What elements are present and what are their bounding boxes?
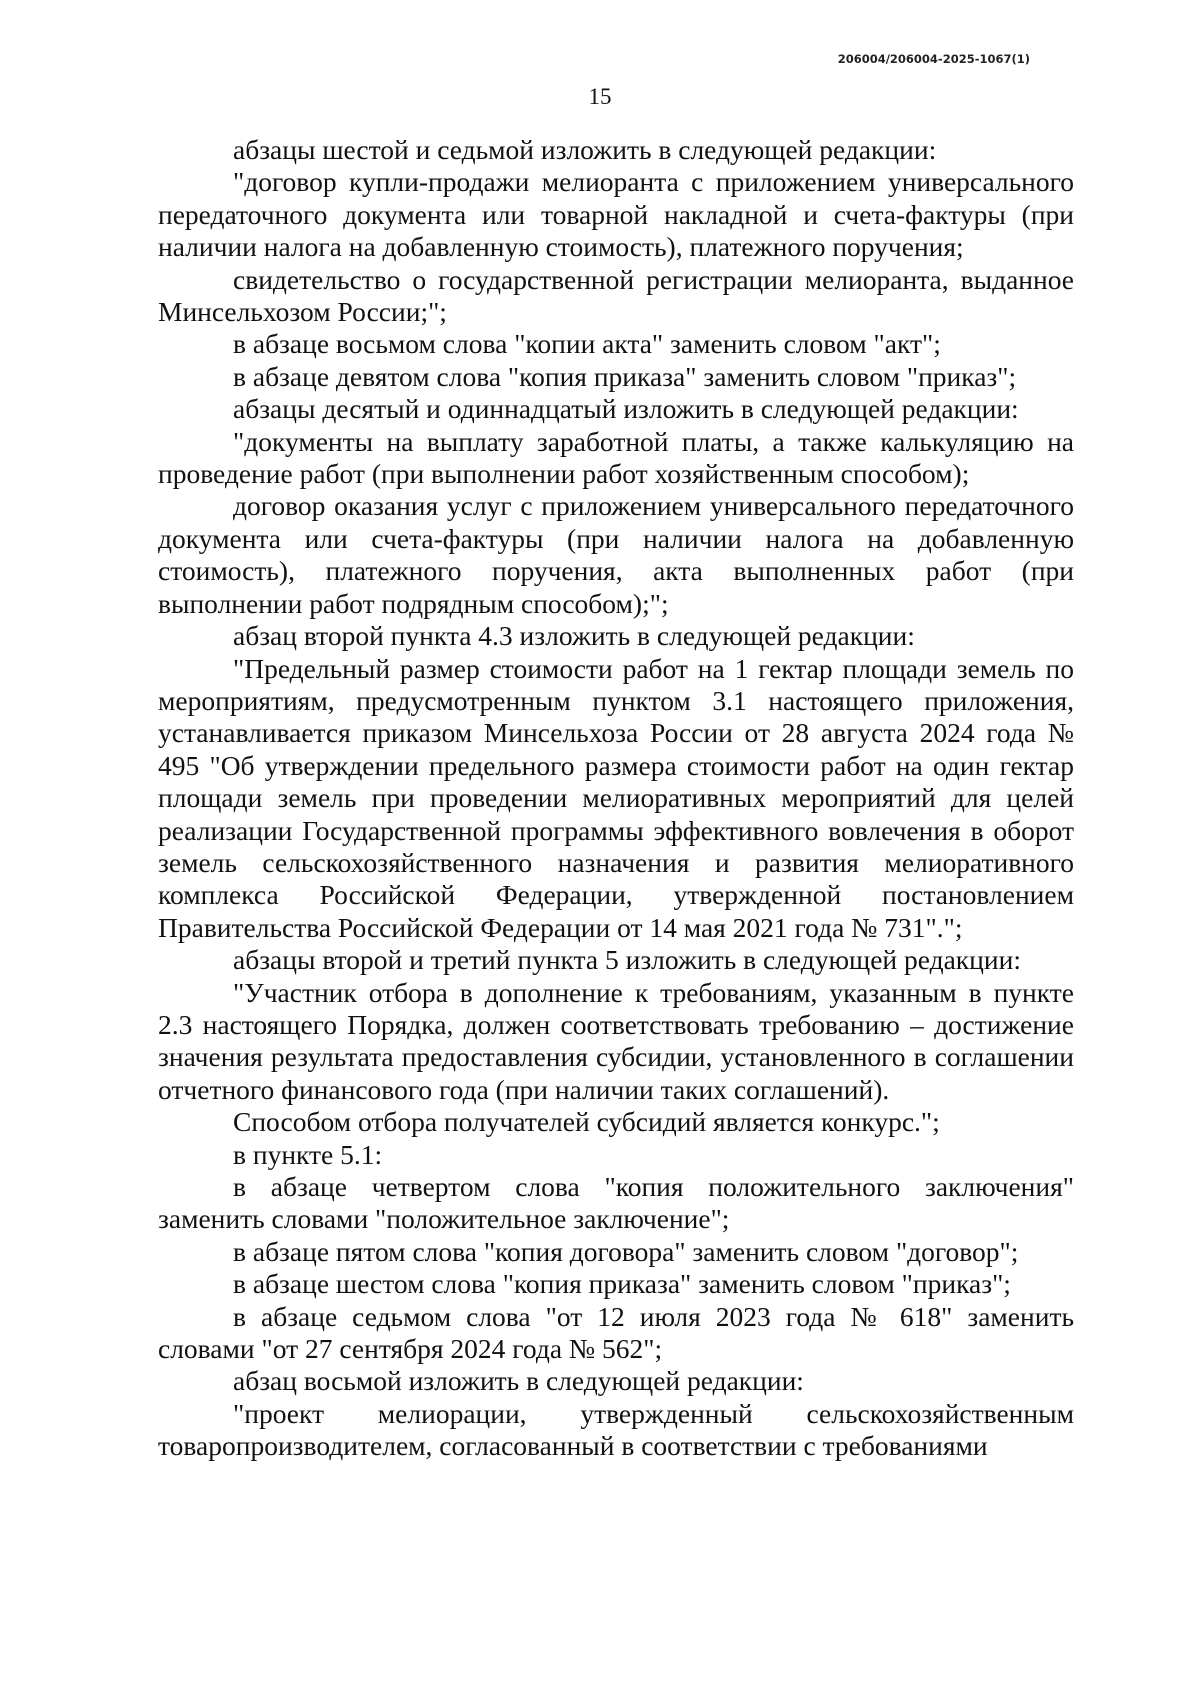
paragraph: договор оказания услуг с приложением универсального передаточного документа или счета-фактуры (при наличии налога на добавленную стоимость), платежного поручения, акта выполненных работ (при выполнении работ подрядным способом);"; [158,490,1074,619]
paragraph: в абзаце пятом слова "копия договора" заменить словом "договор"; [233,1235,1019,1267]
page-number: 15 [588,84,612,109]
paragraph: "документы на выплату заработной платы, а также калькуляцию на проведение работ (при выполнении работ хозяйственным способом); [158,425,1074,490]
paragraph: в абзаце седьмом слова "от 12 июля 2023 года № 618" заменить словами "от 27 сентября 2024 года № 562"; [158,1300,1074,1365]
paragraph: Способом отбора получателей субсидий является конкурс."; [233,1106,940,1138]
paragraph: абзацы второй и третий пункта 5 изложить в следующей редакции: [233,944,1021,976]
paragraph: абзацы десятый и одиннадцатый изложить в следующей редакции: [233,393,1019,425]
document-body [158,134,1074,1463]
paragraph: абзац восьмой изложить в следующей редакции: [233,1365,804,1397]
paragraph: "договор купли-продажи мелиоранта с приложением универсального передаточного документа или товарной накладной и счета-фактуры (при наличии налога на добавленную стоимость), платежного поручения; [158,166,1074,263]
paragraph: "проект мелиорации, утвержденный сельскохозяйственным товаропроизводителем, согласованный в соответствии с требованиями [158,1397,1074,1462]
paragraph: в абзаце девятом слова "копия приказа" заменить словом "приказ"; [233,360,1017,392]
paragraph: свидетельство о государственной регистрации мелиоранта, выданное Минсельхозом России;"; [158,263,1074,328]
paragraph: в абзаце четвертом слова "копия положительного заключения" заменить словами "положительное заключение"; [158,1171,1074,1235]
paragraph: абзацы шестой и седьмой изложить в следующей редакции: [233,134,937,165]
paragraph: абзац второй пункта 4.3 изложить в следующей редакции: [233,620,915,652]
paragraph: в пункте 5.1: [233,1138,383,1170]
paragraph: в абзаце восьмом слова "копии акта" заменить словом "акт"; [233,328,941,360]
paragraph: "Участник отбора в дополнение к требованиям, указанным в пункте 2.3 настоящего Порядка, должен соответствовать требованию – достижение значения результата предоставления субсидии, установленного в соглашении отчетного финансового года (при наличии таких соглашений). [158,976,1074,1105]
paragraph: в абзаце шестом слова "копия приказа" заменить словом "приказ"; [233,1268,1011,1300]
paragraph: "Предельный размер стоимости работ на 1 гектар площади земель по мероприятиям, предусмотренным пунктом 3.1 настоящего приложения, устанавливается приказом Минсельхоза России от 28 августа 2024 года № 495 "Об утверждении предельного размера стоимости работ на один гектар площади земель при проведении мелиоративных мероприятий для целей реализации Государственной программы эффективного вовлечения в оборот земель сельскохозяйственного назначения и развития мелиоративного комплекса Российской Федерации, утвержденной постановлением Правительства Российской Федерации от 14 мая 2021 года № 731"."; [158,652,1074,943]
document-id: 206004/206004-2025-1067(1) [837,52,1030,66]
